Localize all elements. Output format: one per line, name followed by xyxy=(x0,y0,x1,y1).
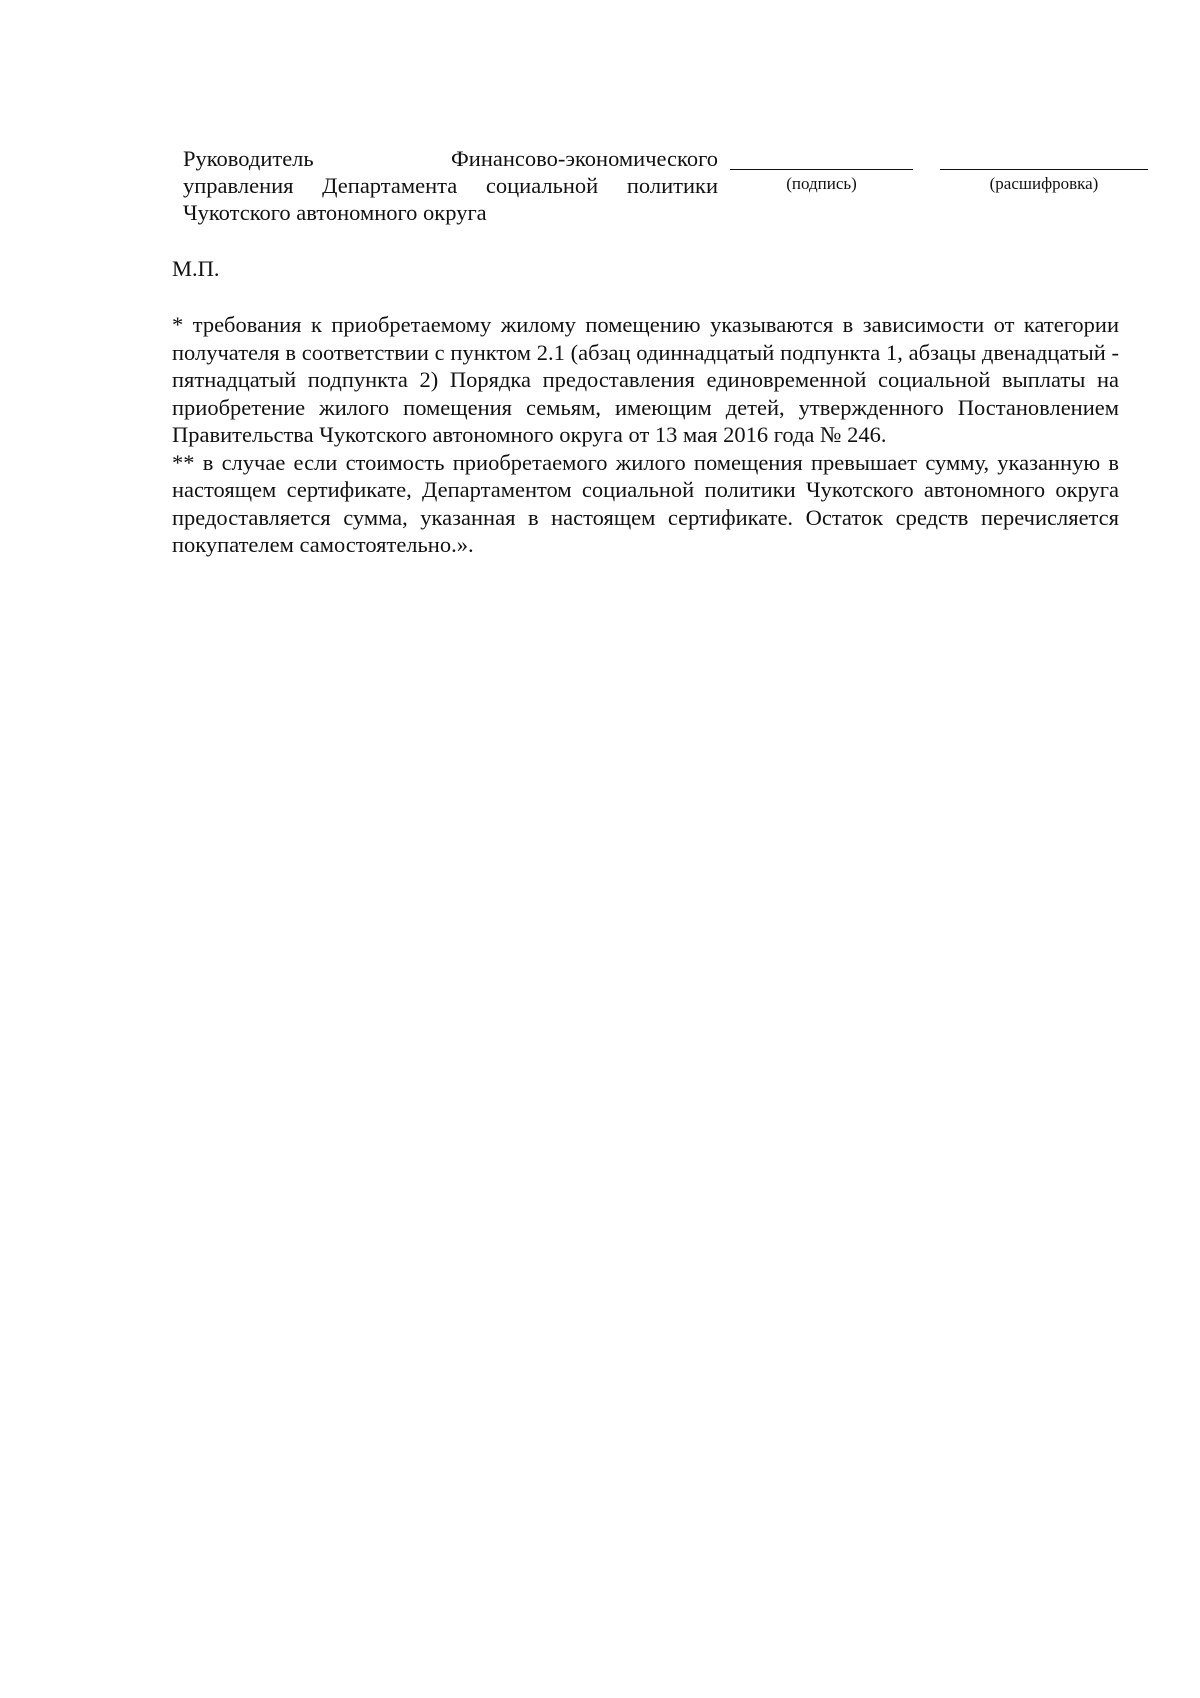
stamp-placeholder: М.П. xyxy=(172,256,220,281)
name-decoding-caption: (расшифровка) xyxy=(989,174,1099,193)
signature-block xyxy=(183,145,1183,235)
footnotes xyxy=(172,311,1119,559)
position-title xyxy=(183,145,718,226)
signature-caption: (подпись) xyxy=(786,174,857,193)
signature-field xyxy=(730,169,913,215)
footnote-2: ** в случае если стоимость приобретаемого жилого помещения превышает сумму, указанную в настоящем сертификате, Департаментом социальной политики Чукотского автономного округа предоставляется сумма, указанная в настоящем сертификате. Остаток средств перечисляется покупателем самостоятельно.». xyxy=(172,449,1119,557)
name-decoding-line xyxy=(940,169,1148,170)
position-title-line: Чукотского автономного округа xyxy=(183,200,487,225)
position-title-line: Руководитель Финансово-экономического xyxy=(183,146,718,171)
footnote-1: * требования к приобретаемому жилому помещению указываются в зависимости от категории получателя в соответствии с пунктом 2.1 (абзац одиннадцатый подпункта 1, абзацы двенадцатый - пятнадцатый подпункта 2) Порядка предоставления единовременной социальной выплаты на приобретение жилого помещения семьям, имеющим детей, утвержденного Постановлением Правительства Чукотского автономного округа от 13 мая 2016 года № 246. xyxy=(172,312,1119,447)
signature-line xyxy=(730,169,913,170)
position-title-line: управления Департамента социальной политики xyxy=(183,173,718,198)
name-decoding-field xyxy=(940,169,1148,215)
